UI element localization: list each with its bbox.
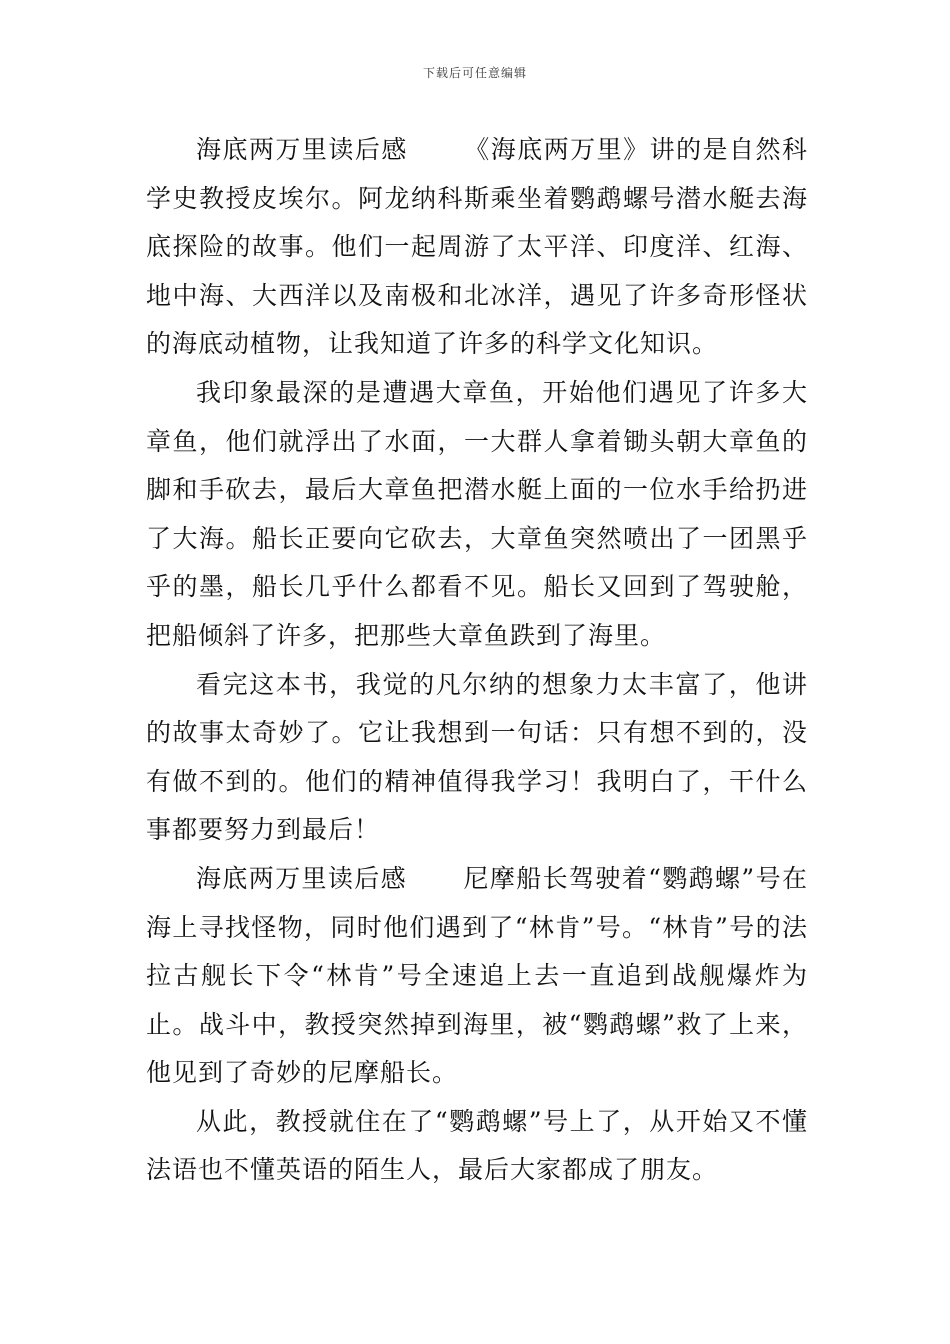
paragraph-5: 从此，教授就住在了“鹦鹉螺”号上了，从开始又不懂法语也不懂英语的陌生人，最后大家都成了朋友。 [146,1106,808,1185]
header-note: 下载后可任意编辑 [422,66,527,80]
paragraph-1-text: 《海底两万里》讲的是自然科学史教授皮埃尔。阿龙纳科斯乘坐着鹦鹉螺号潜水艇去海底探险的故事。他们一起周游了太平洋、印度洋、红海、地中海、大西洋以及南极和北冰洋，遇见了许多奇形怪状的海底动植物，让我知道了许多的科学文化知识。 [146,135,808,359]
paragraph-4-text: 尼摩船长驾驶着“鹦鹉螺”号在海上寻找怪物，同时他们遇到了“林肯”号。“林肯”号的法拉古舰长下令“林肯”号全速追上去一直追到战舰爆炸为止。战斗中，教授突然掉到海里，被“鹦鹉螺”救了上来，他见到了奇妙的尼摩船长。 [146,863,808,1088]
essay-title-2: 海底两万里读后感 [196,863,408,893]
essay-title-1: 海底两万里读后感 [196,135,408,164]
paragraph-2: 我印象最深的是遭遇大章鱼，开始他们遇见了许多大章鱼，他们就浮出了水面，一大群人拿着锄头朝大章鱼的脚和手砍去，最后大章鱼把潜水艇上面的一位水手给扔进了大海。船长正要向它砍去，大章鱼突然喷出了一团黑乎乎的墨，船长几乎什么都看不见。船长又回到了驾驶舱，把船倾斜了许多，把那些大章鱼跌到了海里。 [146,377,808,650]
paragraph-3: 看完这本书，我觉的凡尔纳的想象力太丰富了，他讲的故事太奇妙了。它让我想到一句话：只有想不到的，没有做不到的。他们的精神值得我学习！我明白了，干什么事都要努力到最后！ [146,669,808,845]
document-body [146,126,808,1195]
paragraph-1 [146,126,808,369]
paragraph-4 [146,855,808,1098]
